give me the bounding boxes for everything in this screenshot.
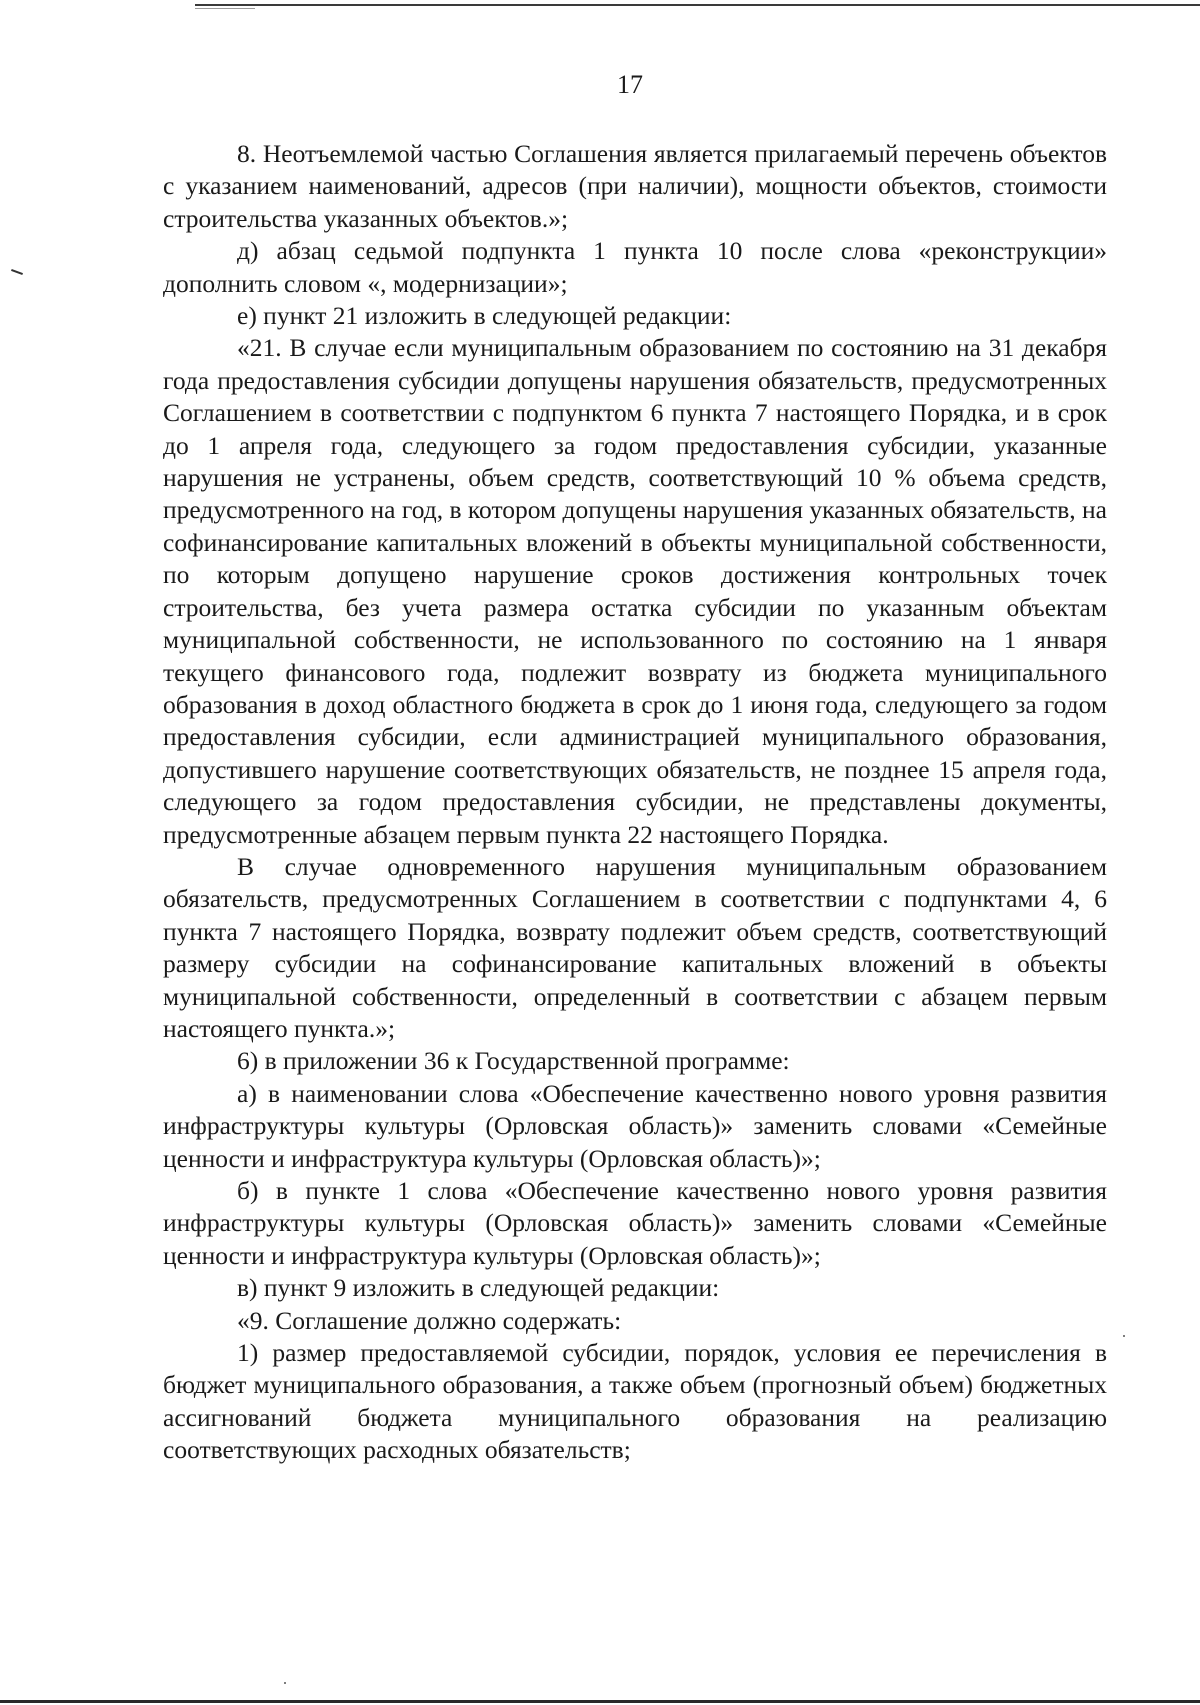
paragraph: 8. Неотъемлемой частью Соглашения является прилагаемый перечень объектов с указанием наименований, адресов (при наличии), мощности объектов, стоимости строительства указанных объектов.»;: [163, 139, 1107, 233]
paragraph: д) абзац седьмой подпункта 1 пункта 10 после слова «реконструкции» дополнить словом «, модернизации»;: [163, 236, 1107, 298]
paragraph: «21. В случае если муниципальным образованием по состоянию на 31 декабря года предоставления субсидии допущены нарушения обязательств, предусмотренных Соглашением в соответствии с подпунктом 6 пункта 7 настоящего Порядка, и в срок до 1 апреля года, следующего за годом предоставления субсидии, указанные нарушения не устранены, объем средств, соответствующий 10 % объема средств, предусмотренного на год, в котором допущены нарушения указанных обязательств, на софинансирование капитальных вложений в объекты муниципальной собственности, по которым допущено нарушение сроков достижения контрольных точек строительства, без учета размера остатка субсидии по указанным объектам муниципальной собственности, не использованного по состоянию на 1 января текущего финансового года, подлежит возврату из бюджета муниципального образования в доход областного бюджета в срок до 1 июня года, следующего за годом предоставления субсидии, если администрацией муниципального образования, допустившего нарушение соответствующих обязательств, не позднее 15 апреля года, следующего за годом предоставления субсидии, не представлены документы, предусмотренные абзацем первым пункта 22 настоящего Порядка.: [163, 333, 1107, 849]
paragraph: а) в наименовании слова «Обеспечение качественно нового уровня развития инфраструктуры культуры (Орловская область)» заменить словами «Семейные ценности и инфраструктура культуры (Орловская область)»;: [163, 1078, 1107, 1173]
scan-edge-top: [195, 4, 1200, 6]
document-body: [163, 138, 1107, 1467]
scan-dot: [1123, 1335, 1125, 1337]
paragraph: 1) размер предоставляемой субсидии, порядок, условия ее перечисления в бюджет муниципального образования, а также объем (прогнозный объем) бюджетных ассигнований бюджета муниципального образования на реализацию соответствующих расходных обязательств;: [163, 1338, 1107, 1465]
page-number: 17: [617, 70, 643, 99]
paragraph: б) в пункте 1 слова «Обеспечение качественно нового уровня развития инфраструктуры культуры (Орловская область)» заменить словами «Семейные ценности и инфраструктура культуры (Орловская область)»;: [163, 1176, 1107, 1270]
scan-mark: [11, 269, 23, 275]
paragraph: В случае одновременного нарушения муниципальным образованием обязательств, предусмотренных Соглашением в соответствии с подпунктами 4, 6 пункта 7 настоящего Порядка, возврату подлежит объем средств, соответствующий размеру субсидии на софинансирование капитальных вложений в объекты муниципальной собственности, определенный в соответствии с абзацем первым настоящего пункта.»;: [163, 851, 1107, 1043]
scan-edge-top-faint: [195, 8, 255, 9]
scan-edge-bottom: [0, 1700, 1200, 1703]
scan-dot: [284, 1682, 286, 1684]
paragraph: 6) в приложении 36 к Государственной программе:: [237, 1046, 790, 1076]
paragraph: е) пункт 21 изложить в следующей редакции:: [237, 301, 732, 331]
paragraph: в) пункт 9 изложить в следующей редакции:: [237, 1273, 720, 1303]
paragraph: «9. Соглашение должно содержать:: [237, 1305, 622, 1335]
